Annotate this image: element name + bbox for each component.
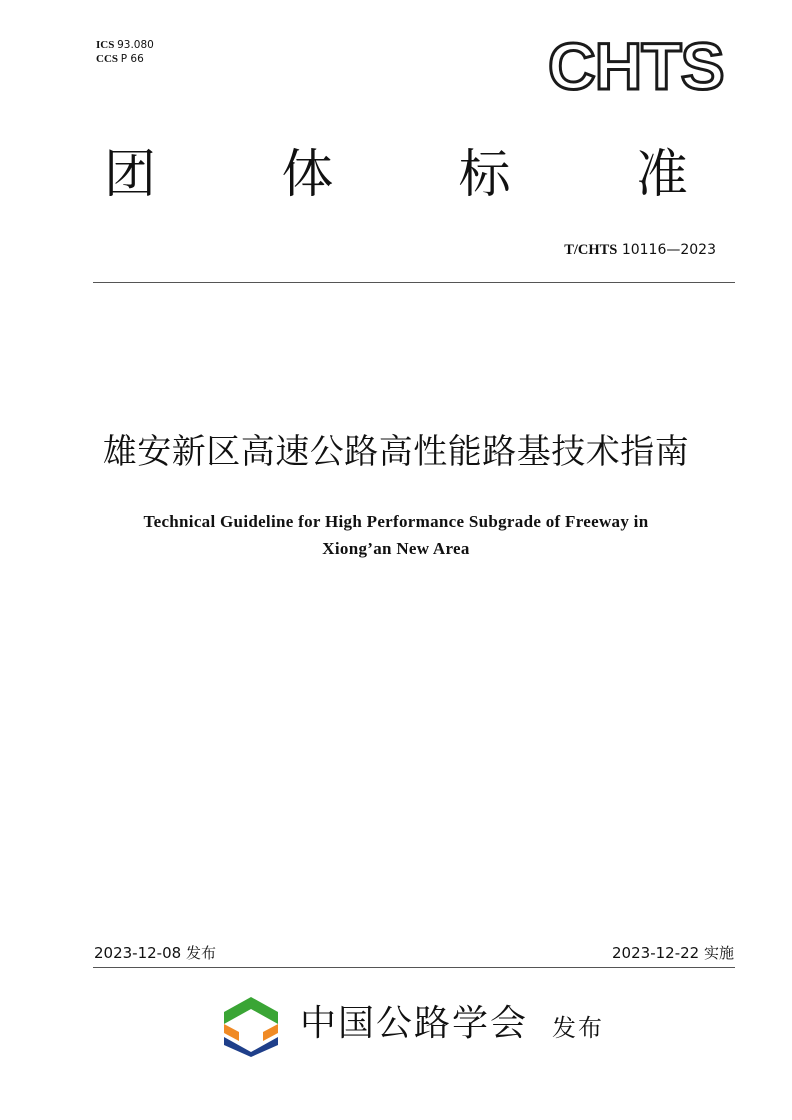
ics-line xyxy=(96,38,154,52)
standard-type-heading xyxy=(100,140,692,210)
ccs-label: CCS xyxy=(96,53,119,65)
implement-date-block xyxy=(612,943,734,963)
publisher-name: 中国公路学会 xyxy=(300,1003,529,1044)
top-divider xyxy=(93,282,735,283)
implement-date: 2023-12-22 xyxy=(612,944,700,962)
bottom-divider xyxy=(93,967,735,968)
ics-code: 93.080 xyxy=(117,39,154,51)
issue-date: 2023-12-08 xyxy=(94,944,182,962)
classification-codes xyxy=(96,38,154,66)
publisher-emblem-icon xyxy=(222,995,280,1057)
emblem-center-white xyxy=(241,1019,261,1031)
standard-number-value: 10116—2023 xyxy=(621,242,716,258)
publish-label: 发布 xyxy=(552,1014,604,1042)
ccs-code: P 66 xyxy=(120,53,144,65)
ccs-line xyxy=(96,52,154,66)
standard-number-prefix: T/CHTS xyxy=(564,242,618,258)
title-english xyxy=(90,508,702,562)
standard-type-char-2: 体 xyxy=(281,145,334,205)
ics-label: ICS xyxy=(96,39,115,51)
emblem-navy-shape xyxy=(224,1037,278,1057)
standard-type-char-1: 团 xyxy=(103,145,156,205)
title-english-line-1: Technical Guideline for High Performance Subgrade of Freeway in xyxy=(143,512,649,531)
standard-number xyxy=(564,241,716,259)
title-english-line-2: Xiong’an New Area xyxy=(322,539,470,558)
chts-logo: CHTS xyxy=(548,29,724,103)
implement-label: 实施 xyxy=(703,944,734,962)
standard-type-char-3: 标 xyxy=(458,145,511,205)
standard-type-char-4: 准 xyxy=(635,145,688,205)
issue-date-block xyxy=(94,943,216,963)
title-chinese: 雄安新区高速公路高性能路基技术指南 xyxy=(102,432,690,472)
issue-label: 发布 xyxy=(185,944,216,962)
